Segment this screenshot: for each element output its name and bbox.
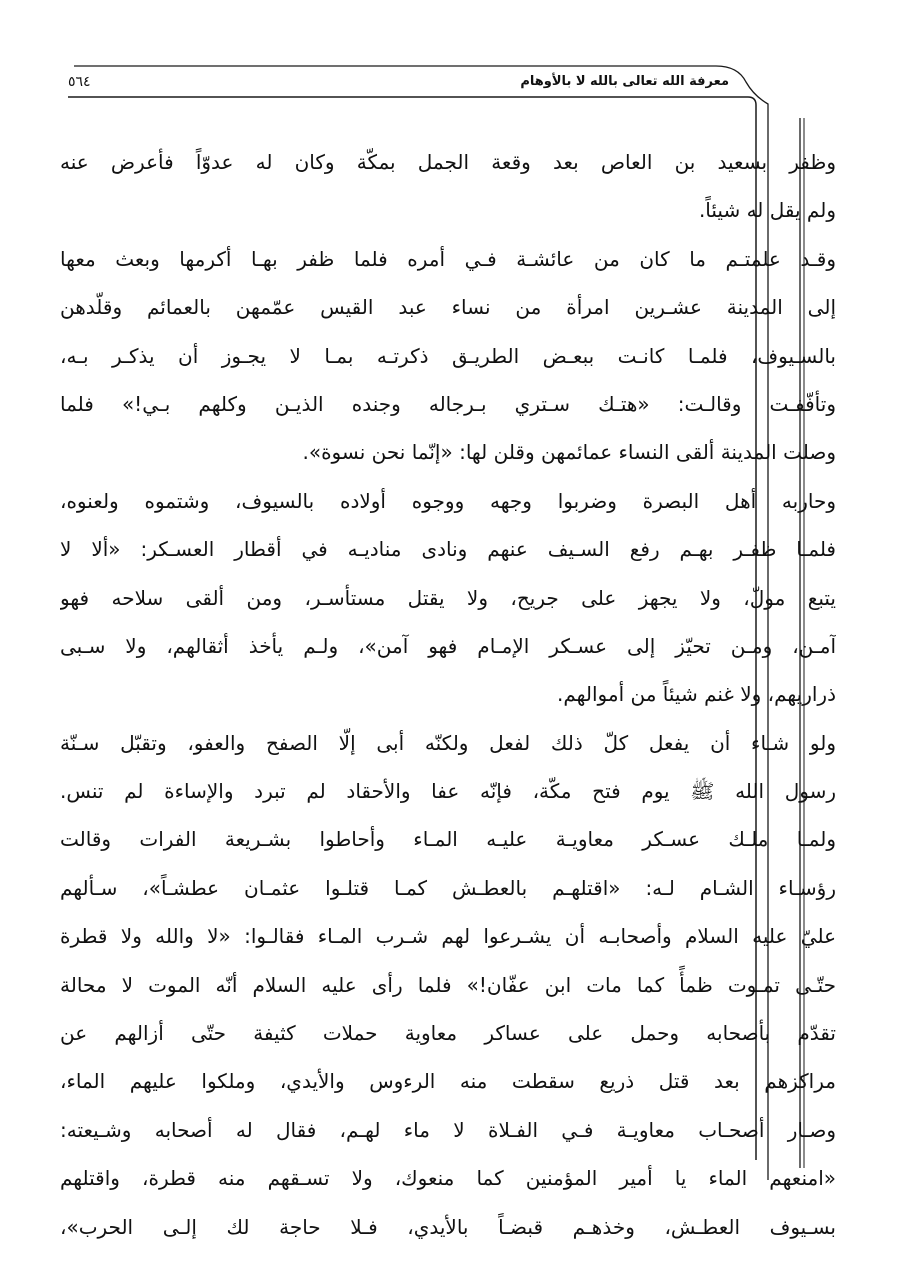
text-line: ذراريهم، ولا غنم شيئاً من أموالهم. [557, 682, 836, 707]
text-line: «امنعهم الماء يا أمير المؤمنين كما منعوك، ولا تسـقهم منه قطرة، واقتلهم [60, 1166, 836, 1191]
text-line: وحاربه أهل البصرة وضربوا وجهه ووجوه أولاده بالسيوف، وشتموه ولعنوه، [60, 488, 836, 513]
text-line: يتبع مولّ، ولا يجهز على جريح، ولا يقتل مستأسـر، ومن ألقى سلاحه فهو [60, 585, 836, 610]
running-header-title: معرفة الله تعالى بالله لا بالأوهام [520, 74, 729, 89]
text-line: ولم يقل له شيئاً. [698, 198, 836, 223]
text-line: وقـد علمتـم ما كان من عائشـة فـي أمره فلما ظفر بهـا أكرمها وبعث معها [60, 246, 836, 271]
page-number: ٥٦٤ [68, 74, 91, 90]
text-line: بالسـيوف، فلمـا كانـت ببعـض الطريـق ذكرتـه بمـا لا يجـوز أن يذكـر بـه، [60, 343, 836, 368]
text-line: آمـن، ومـن تحيّز إلى عسـكر الإمـام فهو آمن»، ولـم يأخذ أثقالهم، ولا سـبى [60, 633, 836, 658]
text-line: فلمـا ظفـر بهـم رفع السـيف عنهم ونادى مناديـه في أقطار العسـكر: «ألا لا [60, 537, 836, 562]
text-line: ولمـا ملـك عسـكر معاويـة عليـه المـاء وأحاطوا بشـريعة الفرات وقالت [60, 827, 836, 852]
text-line: حتّـى تمـوت ظمأً كما مات ابن عفّان!» فلما رأى عليه السلام أنّه الموت لا محالة [60, 972, 836, 997]
text-line: إلى المدينة عشـرين امرأة من نساء عبد القيس عمّمهن بالعمائم وقلّدهن [60, 295, 836, 320]
text-line: رؤسـاء الشـام لـه: «اقتلهـم بالعطـش كمـا قتلـوا عثمـان عطشـاً»، سـألهم [60, 875, 836, 900]
body-text [60, 138, 836, 1251]
text-line: رسول الله ﷺ يوم فتح مكّة، فإنّه عفا والأحقاد لم تبرد والإساءة لم تنس. [60, 779, 836, 804]
text-line: بسـيوف العطـش، وخذهـم قبضـاً بالأيدي، فـلا حاجة لك إلـى الحرب»، [60, 1214, 836, 1239]
text-line: وظفر بسعيد بن العاص بعد وقعة الجمل بمكّة وكان له عدوّاً فأعرض عنه [60, 150, 836, 174]
text-line: تقدّم بأصحابه وحمل على عساكر معاوية حملات كثيفة حتّى أزالهم عن [60, 1021, 836, 1046]
text-line: وصلت المدينة ألقى النساء عمائمهن وقلن لها: «إنّما نحن نسوة». [302, 440, 836, 465]
text-line: وتأفّفـت وقالـت: «هتـك سـتري بـرجاله وجنده الذيـن وكلهم بـي!» فلما [60, 391, 836, 416]
text-line: مراكزهم بعد قتل ذريع سقطت منه الرءوس والأيدي، وملكوا عليهم الماء، [60, 1069, 836, 1094]
text-line: عليّ عليه السلام وأصحابـه أن يشـرعوا لهم شـرب المـاء فقالـوا: «لا والله ولا قطرة [60, 924, 836, 949]
text-line: ولو شـاء أن يفعل كلّ ذلك لفعل ولكنّه أبى إلّا الصفح والعفو، وتقبّل سـنّة [60, 730, 836, 755]
text-line: وصـار أصحـاب معاويـة فـي الفـلاة لا ماء لهـم، فقال له أصحابه وشـيعته: [60, 1117, 836, 1142]
